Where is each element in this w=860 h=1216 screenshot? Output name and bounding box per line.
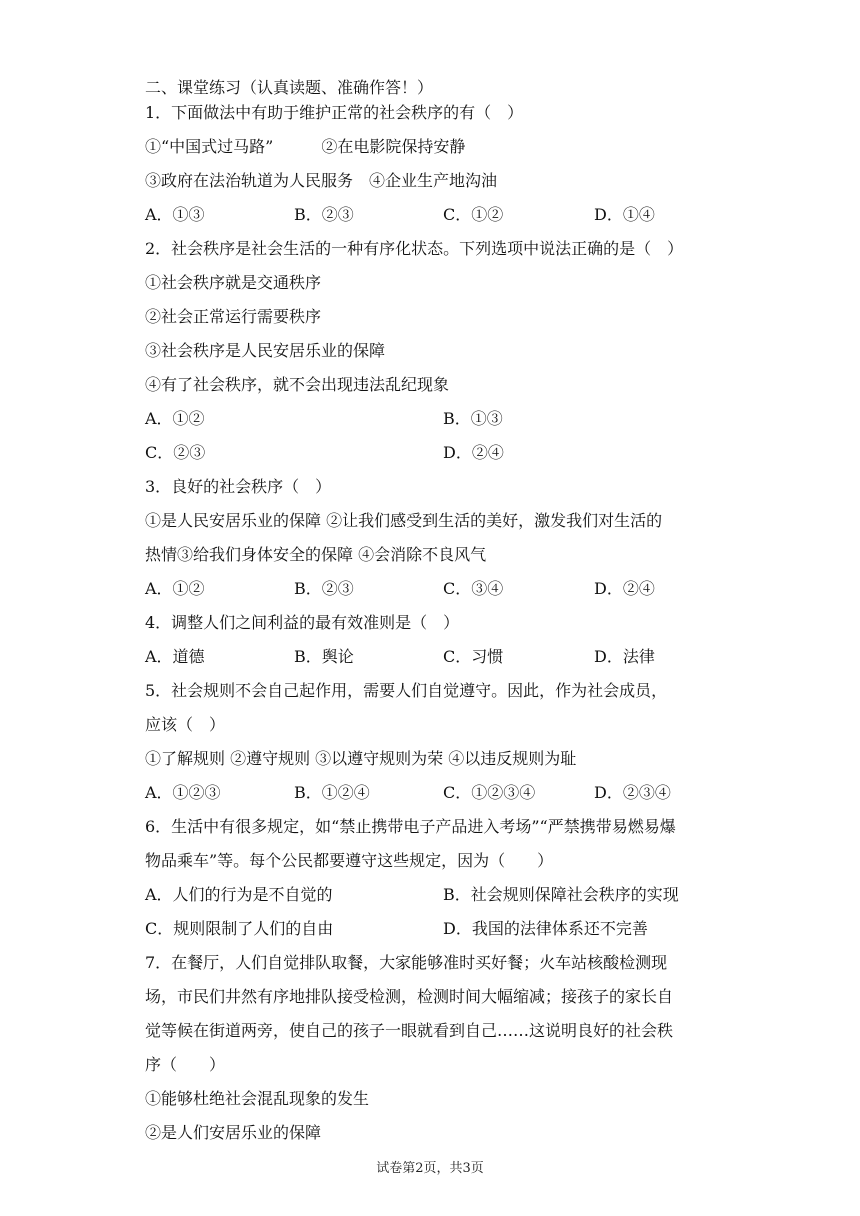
question-5-option-d: D．②③④ <box>594 783 671 802</box>
question-3-option-a: A．①② <box>145 579 205 598</box>
question-2-item: ②社会正常运行需要秩序 <box>145 307 322 326</box>
question-1-stem: 1．下面做法中有助于维护正常的社会秩序的有（ ） <box>145 103 524 122</box>
section-title: 二、课堂练习（认真读题、准确作答！） <box>145 78 434 97</box>
question-2-option-b: B．①③ <box>443 409 503 428</box>
question-6-option-d: D．我国的法律体系还不完善 <box>443 919 648 938</box>
question-2-item: ①社会秩序就是交通秩序 <box>145 273 322 292</box>
question-3-option-c: C．③④ <box>443 579 504 598</box>
question-7-stem: 7．在餐厅，人们自觉排队取餐，大家能够准时买好餐；火车站核酸检测现 <box>145 953 668 972</box>
question-6-option-c: C．规则限制了人们的自由 <box>145 919 334 938</box>
question-1-option-c: C．①② <box>443 205 504 224</box>
question-4-stem: 4．调整人们之间利益的最有效准则是（ ） <box>145 613 460 632</box>
question-3-option-b: B．②③ <box>294 579 354 598</box>
question-7-stem-cont: 序（ ） <box>145 1055 226 1074</box>
question-7-item: ②是人们安居乐业的保障 <box>145 1123 322 1142</box>
page-footer: 试卷第2页，共3页 <box>376 1161 484 1176</box>
question-7-stem-cont: 觉等候在街道两旁，使自己的孩子一眼就看到自己……这说明良好的社会秩 <box>145 1021 674 1040</box>
question-1-item: ③政府在法治轨道为人民服务 ④企业生产地沟油 <box>145 171 498 190</box>
question-2-stem: 2．社会秩序是社会生活的一种有序化状态。下列选项中说法正确的是（ ） <box>145 239 684 258</box>
question-1-option-b: B．②③ <box>294 205 354 224</box>
question-5-item: ①了解规则 ②遵守规则 ③以遵守规则为荣 ④以违反规则为耻 <box>145 749 577 768</box>
question-1-option-a: A．①③ <box>145 205 205 224</box>
question-2-option-d: D．②④ <box>443 443 504 462</box>
question-2-item: ④有了社会秩序，就不会出现违法乱纪现象 <box>145 375 450 394</box>
question-4-option-c: C．习惯 <box>443 647 504 666</box>
question-2-item: ③社会秩序是人民安居乐业的保障 <box>145 341 386 360</box>
question-3-item: 热情③给我们身体安全的保障 ④会消除不良风气 <box>145 545 487 564</box>
question-1-option-d: D．①④ <box>594 205 655 224</box>
question-7-item: ①能够杜绝社会混乱现象的发生 <box>145 1089 370 1108</box>
question-6-option-b: B．社会规则保障社会秩序的实现 <box>443 885 679 904</box>
question-5-option-b: B．①②④ <box>294 783 370 802</box>
question-2-option-c: C．②③ <box>145 443 206 462</box>
question-3-stem: 3．良好的社会秩序（ ） <box>145 477 332 496</box>
question-5-stem-cont: 应该（ ） <box>145 715 226 734</box>
question-7-stem-cont: 场，市民们井然有序地排队接受检测，检测时间大幅缩减；接孩子的家长自 <box>145 987 674 1006</box>
question-3-item: ①是人民安居乐业的保障 ②让我们感受到生活的美好，激发我们对生活的 <box>145 511 663 530</box>
question-4-option-a: A．道德 <box>145 647 205 666</box>
question-3-option-d: D．②④ <box>594 579 655 598</box>
question-5-option-c: C．①②③④ <box>443 783 536 802</box>
question-6-stem-cont: 物品乘车”等。每个公民都要遵守这些规定，因为（ ） <box>145 851 554 870</box>
question-6-option-a: A．人们的行为是不自觉的 <box>145 885 333 904</box>
question-2-option-a: A．①② <box>145 409 205 428</box>
question-5-stem: 5．社会规则不会自己起作用，需要人们自觉遵守。因此，作为社会成员， <box>145 681 668 700</box>
question-4-option-d: D．法律 <box>594 647 655 666</box>
question-5-option-a: A．①②③ <box>145 783 221 802</box>
question-4-option-b: B．舆论 <box>294 647 354 666</box>
question-6-stem: 6．生活中有很多规定，如“禁止携带电子产品进入考场”“严禁携带易燃易爆 <box>145 817 676 836</box>
question-1-item: ①“中国式过马路” ②在电影院保持安静 <box>145 137 466 156</box>
